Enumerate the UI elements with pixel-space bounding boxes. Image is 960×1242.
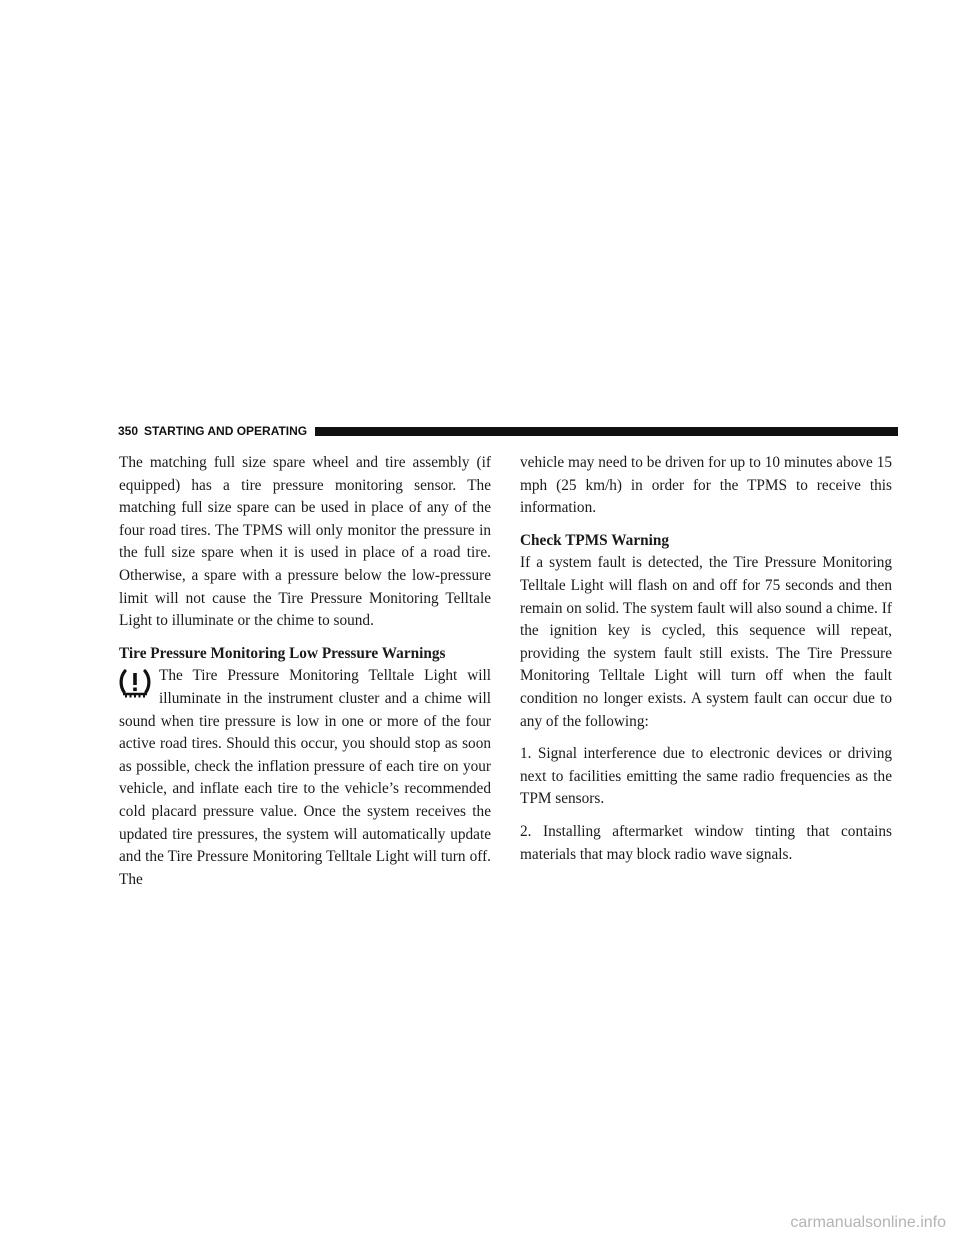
check-tpms-heading: Check TPMS Warning <box>520 531 670 549</box>
watermark: carmanualsonline.info <box>790 1214 946 1231</box>
fault-cause-item-1: 1. Signal interference due to electronic devices or driving next to facilities emitting the same radio frequencies as the TPM sensors. <box>520 745 892 808</box>
header-rule <box>315 427 898 436</box>
page-header <box>118 422 898 440</box>
fault-cause-item-2: 2. Installing aftermarket window tinting that contains materials that may block radio wave signals. <box>520 822 892 863</box>
low-pressure-paragraph: The Tire Pressure Monitoring Telltale Light will illuminate in the instrument cluster and a chime will sound when tire pressure is low in one or more of the four active road tires. Should this occur, you should stop as soon as possible, check the inflation pressure of each tire on your vehicle, and inflate each tire to the vehicle’s recommended cold placard pressure value. Once the system receives the updated tire pressures, the system will automatically update and the Tire Pressure Monitoring Telltale Light will turn off. The <box>119 667 491 888</box>
section-title: STARTING AND OPERATING <box>144 424 308 438</box>
spare-tire-paragraph: The matching full size spare wheel and tire assembly (if equipped) has a tire pressure monitoring sensor. The matching full size spare can be used in place of any of the four road tires. The TPMS will only monitor the pressure in the full size spare when it is used in place of a road tire. Otherwise, a spare with a pressure below the low-pressure limit will not cause the Tire Pressure Monitoring Telltale Light to illuminate or the chime to sound. <box>119 454 491 630</box>
low-pressure-paragraph-block <box>119 665 491 901</box>
left-column <box>119 452 491 901</box>
tire-pressure-warning-icon <box>119 669 151 699</box>
system-fault-paragraph: If a system fault is detected, the Tire Pressure Monitoring Telltale Light will flash on and off for 75 seconds and then remain on solid. The system fault will also sound a chime. If the ignition key is cycled, this sequence will repeat, providing the system fault still exists. The Tire Pressure Monitoring Telltale Light will turn off when the fault condition no longer exists. A system fault can occur due to any of the following: <box>520 554 892 730</box>
page-number: 350 <box>118 424 139 438</box>
low-pressure-warnings-heading: Tire Pressure Monitoring Low Pressure Warnings <box>119 644 446 662</box>
right-column <box>520 452 892 876</box>
tpms-receive-paragraph: vehicle may need to be driven for up to 10 minutes above 15 mph (25 km/h) in order for the TPMS to receive this information. <box>520 454 892 517</box>
